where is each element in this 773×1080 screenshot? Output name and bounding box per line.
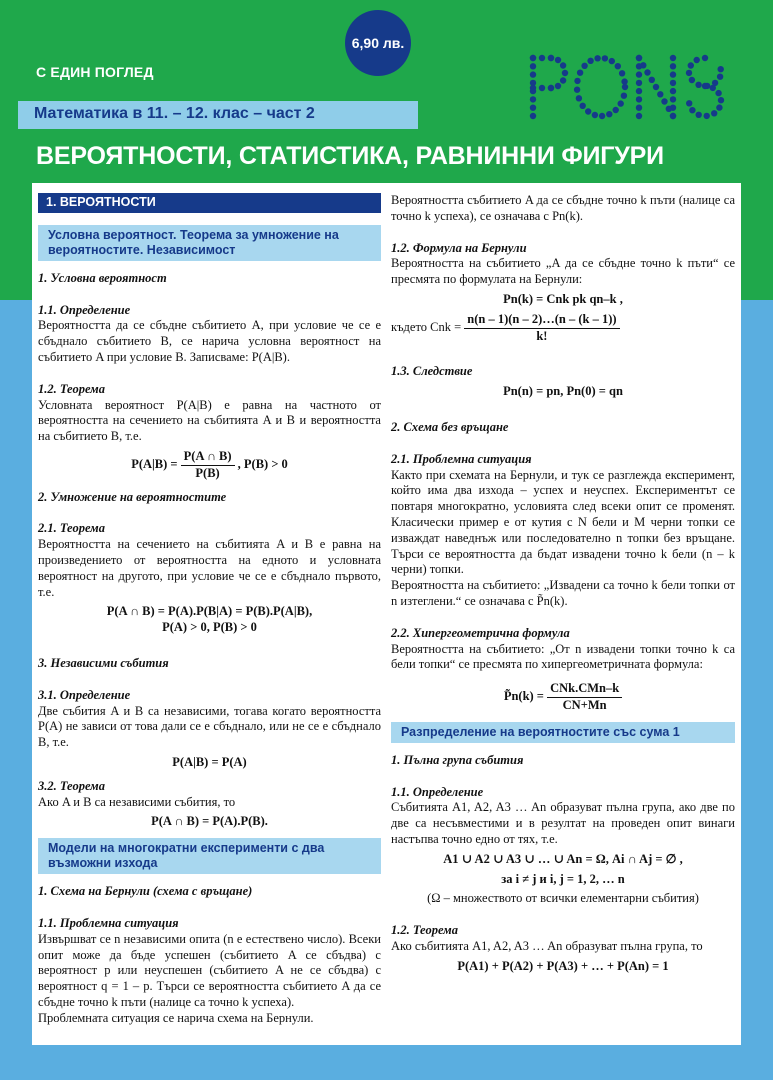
text-theorem: Условната вероятност P(A|B) е равна на частното от вероятността на сечението на събитията A и B и вероятността на събитието B, т.е.	[38, 397, 381, 444]
text-hypergeometric: Вероятността на събитието: „От n извадени топки точно k са бели топки“ се пресмята по хипергеометричната формула:	[391, 641, 735, 672]
section-header-probabilities: 1. ВЕРОЯТНОСТИ	[38, 193, 381, 213]
content-page	[32, 183, 741, 1045]
heading-theorem: 1.2. Теорема	[38, 381, 105, 396]
formula-multiplication: P(A ∩ B) = P(A).P(B|A) = P(B).P(A|B), P(A) > 0, P(B) > 0	[106, 604, 313, 635]
heading-independent: 3. Независими събития	[38, 655, 169, 670]
heading-indep-theorem: 3.2. Теорема	[38, 778, 105, 793]
subsection-conditional-probability: Условна вероятност. Теорема за умножение на вероятностите. Независимост	[38, 225, 381, 261]
heading-group-theorem: 1.2. Теорема	[391, 923, 458, 938]
heading-bernoulli-formula: 1.2. Формула на Бернули	[391, 240, 527, 255]
formula-corollary: Pn(n) = pn, Pn(0) = qn	[503, 384, 623, 399]
heading-mult-theorem: 2.1. Теорема	[38, 521, 105, 536]
heading-hypergeometric: 2.2. Хипергеометрична формула	[391, 625, 570, 640]
formula-hypergeometric: P̃n(k) = $\frac{\text{CNk.CMn–k}}{CN+Mn}$	[391, 681, 735, 714]
formula-sum-one: P(A1) + P(A2) + P(A3) + … + P(An) = 1	[457, 958, 669, 973]
left-column	[38, 193, 381, 1026]
subsection-distribution: Разпределение на вероятностите със сума 1	[391, 722, 735, 743]
text-bernoulli-notation: Вероятността събитието A да се сбъдне точно k пъти (налице са точно k успеха), се означава с Pn(k).	[391, 193, 735, 223]
series-label: С ЕДИН ПОГЛЕД	[36, 64, 154, 80]
subtitle-bar: Математика в 11. – 12. клас – част 2	[18, 101, 418, 129]
heading-without-replacement: 2. Схема без връщане	[391, 419, 509, 434]
text-definition: Вероятността да се сбъдне събитието A, при условие че се е сбъднало събитието B, се нарича условна вероятност на събитието A при условие B. Записваме: P(A|B).	[38, 318, 381, 364]
heading-bernoulli-scheme: 1. Схема на Бернули (схема с връщане)	[38, 884, 253, 899]
heading-problem-situation: 1.1. Проблемна ситуация	[38, 915, 179, 930]
text-indep-definition: Две събития A и B са независими, тогава когато вероятността P(A) не зависи от това дали се е сбъднало, или не се е сбъднало B, т.е.	[38, 703, 381, 750]
heading-indep-definition: 3.1. Определение	[38, 687, 131, 702]
heading-conditional: 1. Условна вероятност	[38, 270, 167, 285]
text-mult-theorem: Вероятността на сечението на събитията A и B е равна на произведението от вероятността на едното и условната вероятност на другото, при условие че се е сбъднало първото, т.е.	[38, 537, 381, 599]
text-problem-situation: Извършват се n независими опита (n е естествено число). Всеки опит може да бъде успешен (събитието A се сбъдва) с вероятност p или неуспешен (събитието A не се сбъдва) с вероятност q = 1 – p. Търси се вероятността събитието A да се сбъдне точно k пъти (налице са точно k успеха).	[38, 931, 381, 1009]
text-bernoulli-formula: Вероятността на събитието „A да се сбъдне точно k пъти“ се пресмята по формулата на Бернули:	[391, 256, 735, 287]
text-indep-theorem: Ако A и B са независими събития, то	[38, 794, 236, 809]
heading-definition: 1.1. Определение	[38, 302, 131, 317]
pons-logo	[527, 52, 727, 122]
formula-binomial: където Cnk = $\frac{n(n - 1)(n - 2)\dots(n - (k - 1))}{k!}$	[391, 312, 735, 345]
text-omega-note: (Ω – множеството от всички елементарни събития)	[427, 891, 699, 906]
formula-conditional: P(A|B) = $\frac{P(A \cap B)}{P(B)}$ , P(B) > 0	[131, 448, 288, 480]
formula-bernoulli: Pn(k) = Cnk pk qn–k ,	[503, 291, 623, 306]
heading-corollary: 1.3. Следствие	[391, 364, 473, 379]
formula-independent: P(A|B) = P(A)	[172, 754, 247, 769]
right-column	[391, 193, 735, 978]
heading-complete-group: 1. Пълна група събития	[391, 752, 524, 767]
text-hyper-notation: Вероятността на събитието: „Извадени са точно k бели топки от n изтеглени.“ се означава с P̃n(k).	[391, 578, 735, 608]
price-badge: 6,90 лв.	[345, 10, 411, 76]
text-group-theorem: Ако събитията A1, A2, A3 … An образуват пълна група, то	[391, 938, 703, 953]
formula-group-union: A1 ∪ A2 ∪ A3 ∪ … ∪ An = Ω, Ai ∩ Aj = ∅ ,	[443, 851, 683, 866]
text-without-replacement: Както при схемата на Бернули, и тук се разглежда експеримент, който има два изхода – успех и неуспех. Експериментът се повтаря многократно, условията след всеки опит се променят. Класически пример е от кутия с N бели и M черни топки се изваждат наведнъж или последователно n топки без връщане. Търси се вероятността да бъдат извадени точно k бели (n – k черни) топки.	[391, 467, 735, 577]
heading-problem-situation-2: 2.1. Проблемна ситуация	[391, 451, 532, 466]
formula-group-indices: за i ≠ j и i, j = 1, 2, … n	[501, 871, 625, 886]
main-title: ВЕРОЯТНОСТИ, СТАТИСТИКА, РАВНИННИ ФИГУРИ	[36, 142, 664, 170]
heading-multiplication: 2. Умножение на вероятностите	[38, 489, 227, 504]
text-group-definition: Събитията A1, A2, A3 … An образуват пълна група, ако две по две са несъвместими и в резултат на проведен опит винаги настъпва точно едно от тях, т.е.	[391, 800, 735, 846]
heading-group-definition: 1.1. Определение	[391, 784, 484, 799]
formula-indep-product: P(A ∩ B) = P(A).P(B).	[151, 814, 268, 829]
text-bernoulli-name: Проблемната ситуация се нарича схема на Бернули.	[38, 1010, 314, 1025]
subsection-repeated-experiments: Модели на многократни експерименти с два възможни изхода	[38, 838, 381, 874]
